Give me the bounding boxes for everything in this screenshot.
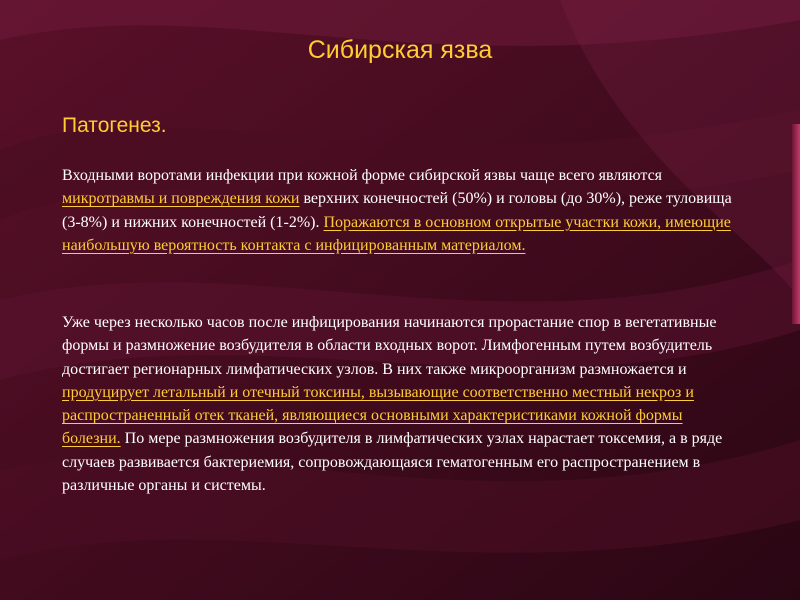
text-segment: По мере размножения возбудителя в лимфатических узлах нарастает токсемия, а в ряде случаев развивается бактериемия, сопровождающаяся гематогенным его распространением в различные органы и системы.	[62, 430, 723, 495]
slide-title: Сибирская язва	[307, 36, 493, 64]
highlight-link[interactable]: микротравмы и повреждения кожи	[62, 190, 300, 208]
right-edge-decoration	[792, 124, 800, 324]
slide-subtitle: Патогенез.	[62, 114, 167, 137]
highlight-link[interactable]: Поражаются в основном открытые участки кожи, имеющие наибольшую вероятность контакта с инфицированным материалом.	[62, 213, 731, 254]
paragraph-entry-points	[62, 164, 732, 257]
text-segment: верхних конечностей (50%) и головы (до 30%), реже туловища (3-8%) и нижних конечностей (1-2%).	[62, 190, 732, 231]
text-segment: Входными воротами инфекции при кожной форме сибирской язвы чаще всего являются	[62, 167, 663, 184]
paragraph-pathogenesis	[62, 311, 732, 497]
highlight-link[interactable]: продуцирует летальный и отечный токсины, вызывающие соответственно местный некроз и распространенный отек тканей, являющиеся основными характеристиками кожной формы болезни.	[62, 383, 694, 448]
text-segment: Уже через несколько часов после инфицирования начинаются прорастание спор в вегетативные формы и размножение возбудителя в области входных ворот. Лимфогенным путем возбудитель достигает регионарных лимфатических узлов. В них также микроорганизм размножается и	[62, 314, 717, 378]
